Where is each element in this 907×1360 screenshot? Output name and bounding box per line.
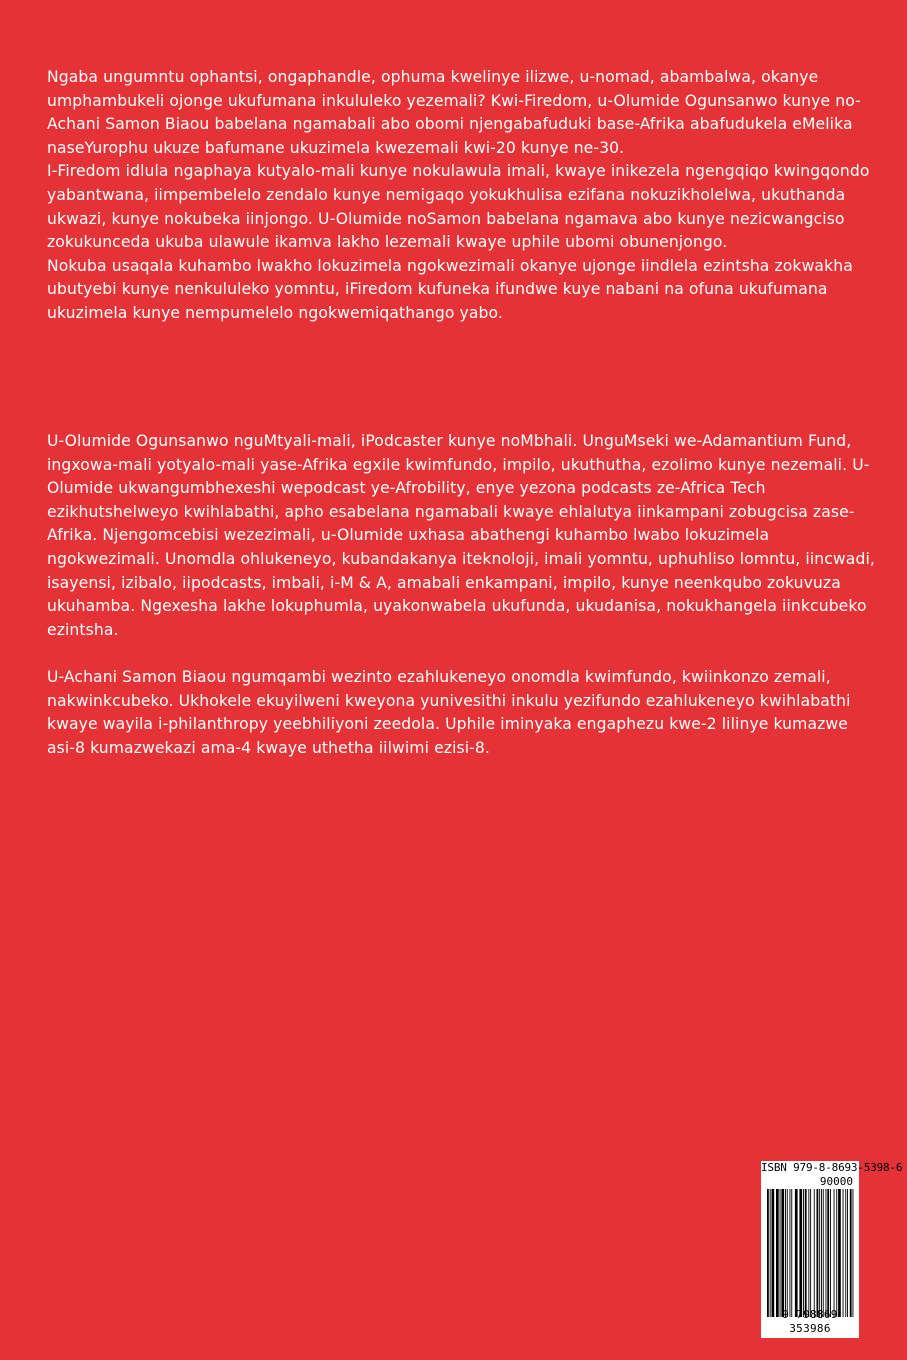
barcode-bar (780, 1189, 781, 1317)
barcode-bar (821, 1189, 822, 1317)
barcode-bar (826, 1189, 827, 1317)
blurb-paragraph-3: Nokuba usaqala kuhambo lwakho lokuzimela ngokwezimali okanye ujonge iindlela ezintsha zokwakha ubutyebi kunye nenkululeko yomntu, iFiredom kufuneka ifundwe kuye nabani na ofuna ukufumana ukuzimela kunye nempumelelo ngokwemiqathango yabo. (47, 256, 853, 322)
barcode-bar (838, 1189, 841, 1317)
blurb-paragraph-1: Ngaba ungumntu ophantsi, ongaphandle, ophuma kwelinye ilizwe, u-nomad, abambalwa, okanye umphambukeli ojonge ukufumana inkululeko yezemali? Kwi-Firedom, u-Olumide Ogunsanwo kunye no-Achani Samon Biaou babelana ngamabali abo obomi njengabafuduki base-Afrika abafudukela eMelika naseYurophu ukuze bafumane ukuzimela kwezemali kwi-20 kunye ne-30. (47, 68, 861, 157)
barcode-digits: 9 798869 353986 (782, 1308, 838, 1335)
barcode-bar (785, 1189, 786, 1317)
barcode-bar (847, 1189, 848, 1317)
barcode-bar (808, 1189, 809, 1317)
barcode-bar (803, 1189, 804, 1317)
barcode-bar (827, 1189, 829, 1317)
blurb-paragraph-2: I-Firedom idlula ngaphaya kutyalo-mali kunye nokulawula imali, kwaye inikezela ngengqiqo kwingqondo yabantwana, iimpembelelo zendalo kunye nemigaqo yokukhulisa ezifana nokuzikholelwa, ukuthanda ukwazi, kunye nokubeka iinjongo. U-Olumide noSamon babelana ngamava abo kunye nezicwangciso zokukunceda ukuba ulawule ikamva lakho lezemali kwaye uphile ubomi obunenjongo. (47, 162, 870, 252)
barcode-bar (791, 1189, 792, 1317)
author-bios (47, 430, 877, 760)
barcode-bar (853, 1189, 854, 1317)
barcode-bar (810, 1189, 811, 1317)
author-bio-olumide: U-Olumide Ogunsanwo nguMtyali-mali, iPodcaster kunye noMbhali. UnguMseki we-Adamantium Fund, ingxowa-mali yotyalo-mali yase-Afrika egxile kwimfundo, impilo, ukuthutha, ezolimo kunye nezemali. U-Olumide ukwangumbhexeshi wepodcast ye-Afrobility, enye yezona podcasts ze-Africa Tech ezikhutshelweyo kwihlabathi, apho esabelana ngamabali kwaye ehlalutya iinkampani zobugcisa zase-Afrika. Njengomcebisi wezezimali, u-Olumide uxhasa abathengi kuhambo lwabo lokuzimela ngokwezimali. Unomdla ohlukeneyo, kubandakanya iteknoloji, imali yomntu, uphuhliso lomntu, iincwadi, isayensi, izibalo, iipodcasts, imbali, i-M & A, amabali enkampani, impilo, kunye neenkqubo zokuvuza ukuhamba. Ngexesha lakhe lokuphumla, uyakonwabela ukufunda, ukudanisa, nokukhangela iinkcubeko ezintsha. (47, 432, 875, 639)
barcode-bar (817, 1189, 819, 1317)
back-cover-blurb (47, 66, 877, 326)
barcode-bar (776, 1189, 779, 1317)
barcode-bar (845, 1189, 846, 1317)
isbn-label: ISBN 979-8-8693-5398-6 (761, 1161, 903, 1174)
barcode-bar (770, 1189, 771, 1317)
barcode-bar (814, 1189, 815, 1317)
author-bio-achani: U-Achani Samon Biaou ngumqambi wezinto ezahlukeneyo onomdla kwimfundo, kwiinkonzo zemali, nakwinkcubeko. Ukhokele ekuyilweni kweyona yunivesithi inkulu yezifundo ezahlukeneyo kwihlabathi kwaye wayila i-philanthropy yeebhiliyoni zeedola. Uphile iminyaka engaphezu kwe-2 lilinye kumazwe asi-8 kumazwekazi ama-4 kwaye uthetha iilwimi ezisi-8. (47, 667, 851, 757)
barcode-bar (790, 1189, 791, 1317)
barcode-bar (830, 1189, 831, 1317)
barcode-bar (805, 1189, 807, 1317)
barcode-bar (799, 1189, 802, 1317)
barcode-bar (787, 1189, 788, 1317)
barcode-bar (850, 1189, 852, 1317)
barcode-bar (795, 1189, 798, 1317)
barcode-bar (836, 1189, 837, 1317)
barcode-bar (819, 1189, 820, 1317)
isbn-barcode (761, 1161, 903, 1338)
barcode-bar (843, 1189, 844, 1317)
barcode-bars (767, 1189, 855, 1317)
barcode-bar (834, 1189, 835, 1317)
barcode-bar (772, 1189, 775, 1317)
barcode-bar (767, 1189, 769, 1317)
barcode-bar (823, 1189, 824, 1317)
price-code: 90000 (819, 1175, 853, 1188)
barcode-bar (781, 1189, 784, 1317)
